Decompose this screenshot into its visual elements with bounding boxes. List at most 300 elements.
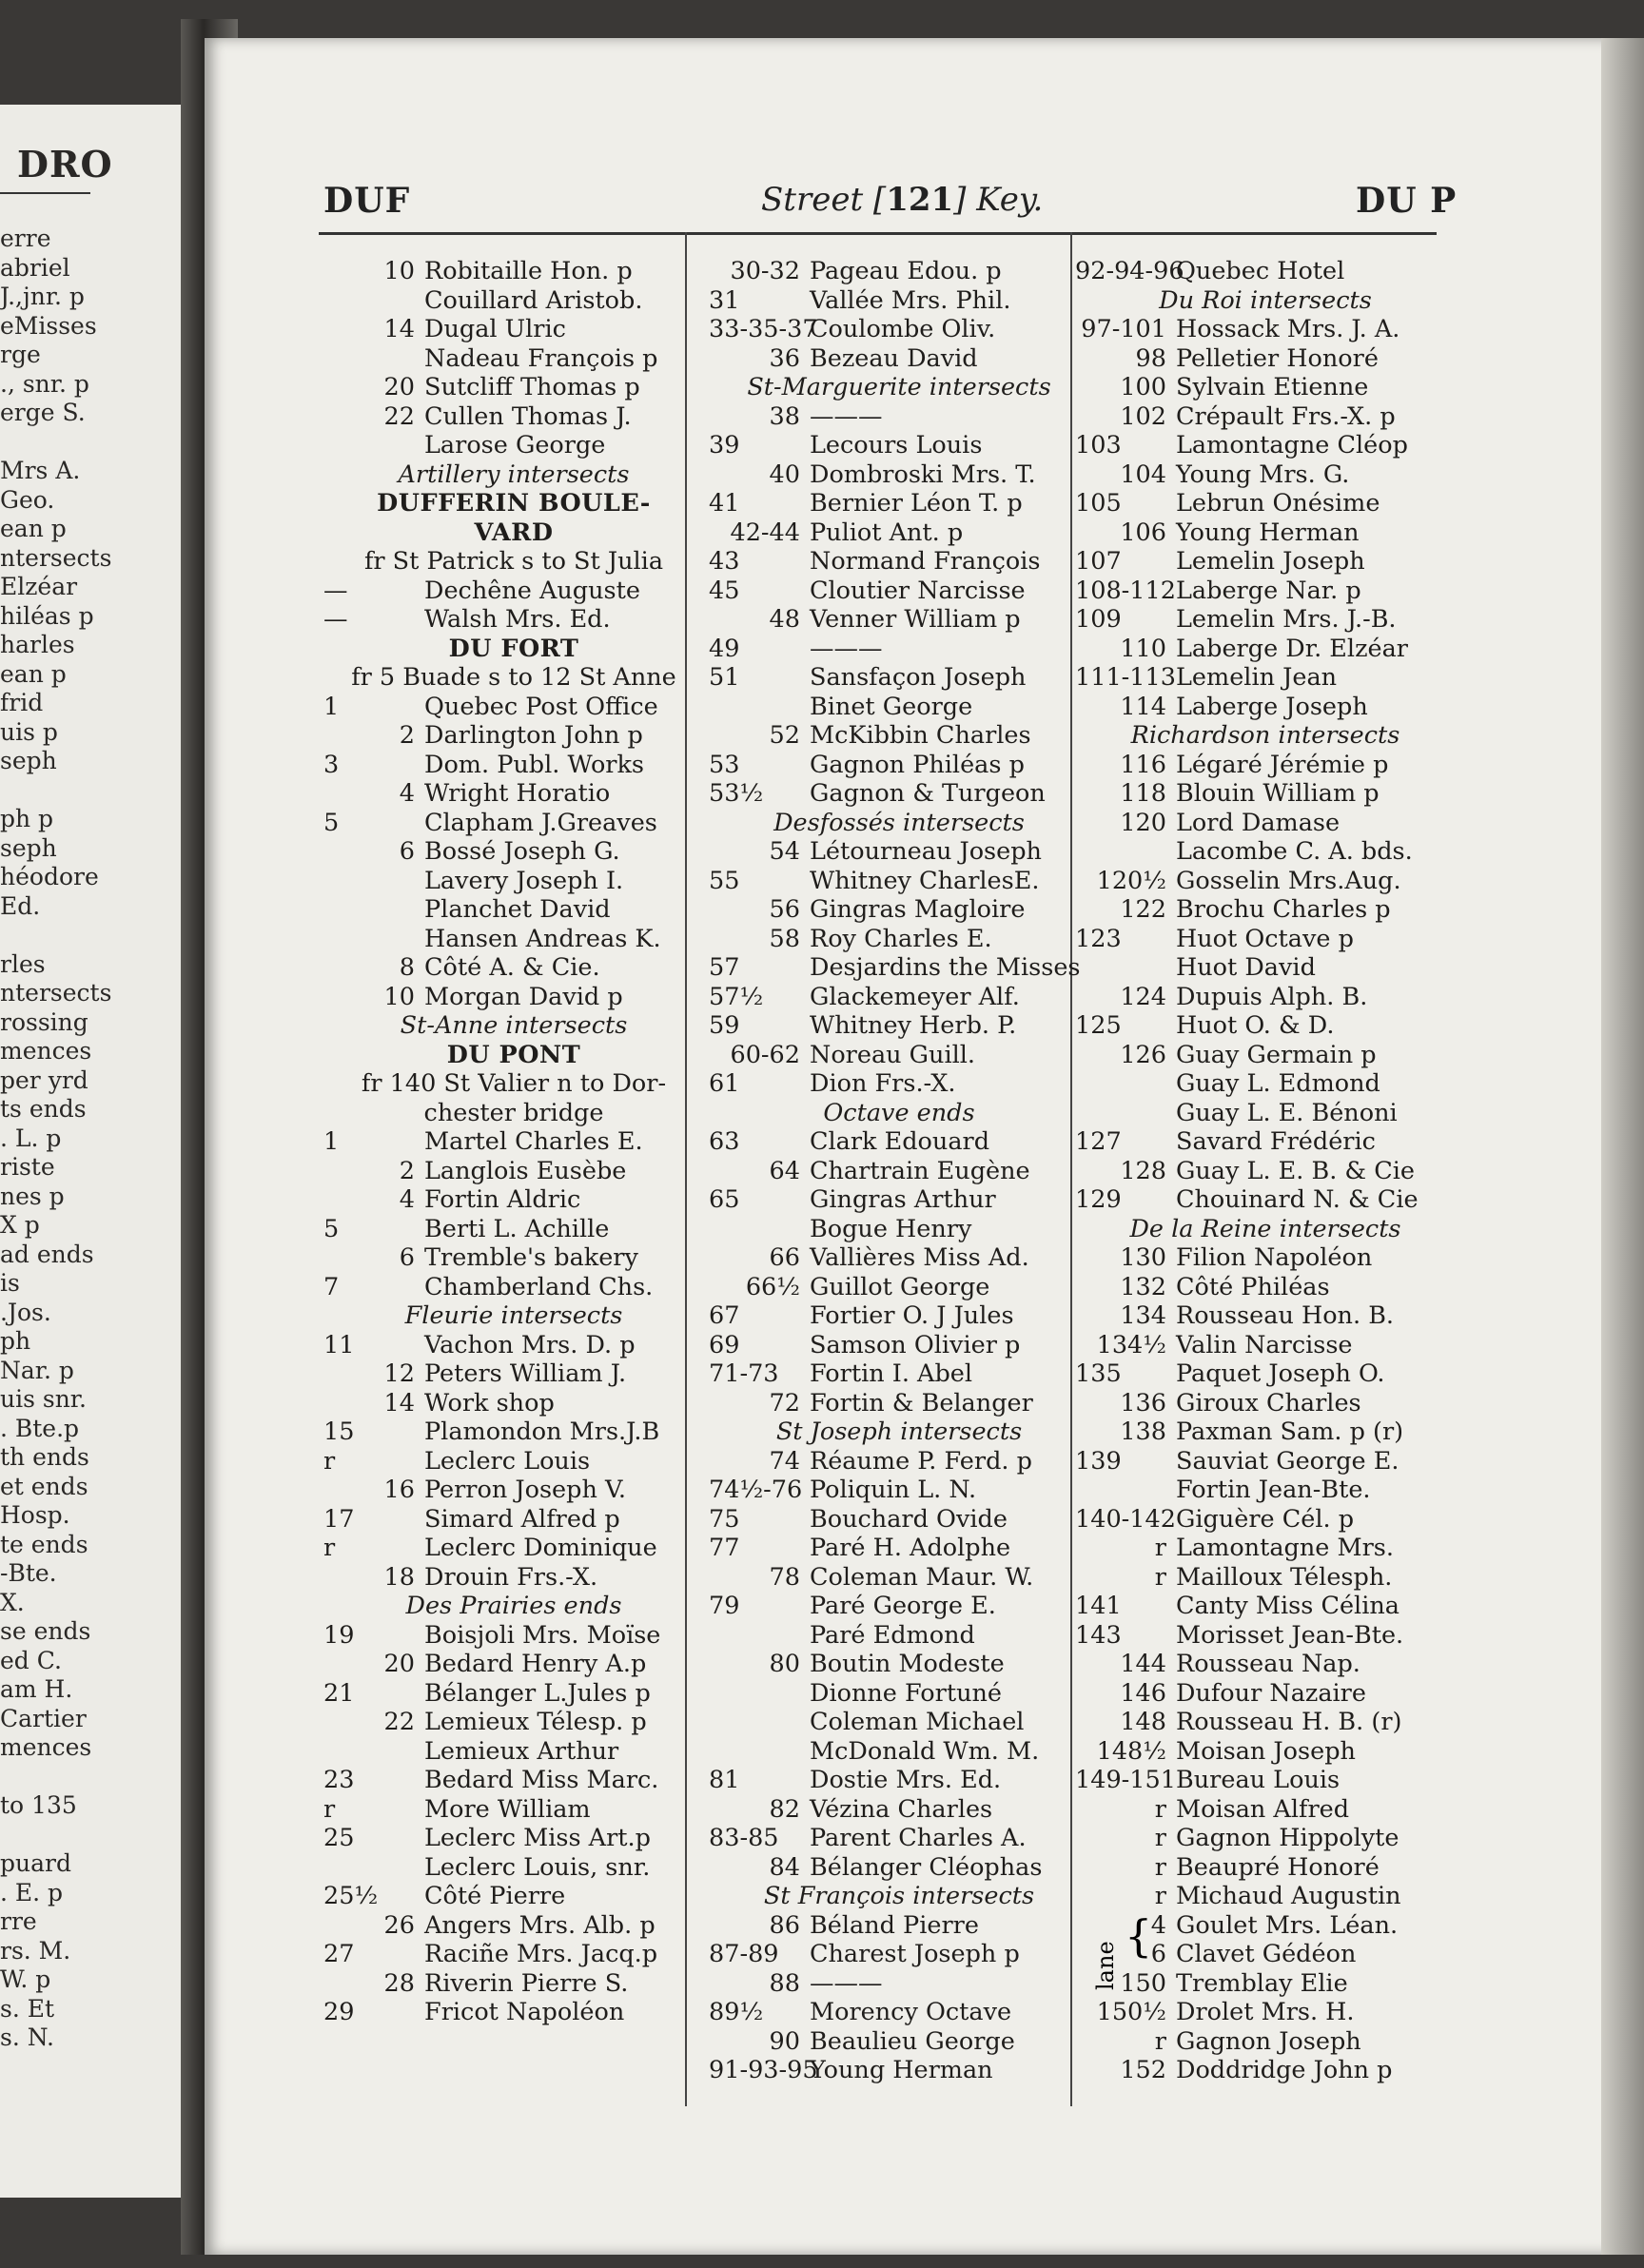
resident-name: Young Mrs. G. — [1176, 459, 1350, 489]
house-number: 128 — [1120, 1156, 1166, 1185]
house-number: 141 — [1075, 1592, 1122, 1620]
house-number: 144 — [1120, 1650, 1166, 1678]
directory-entry — [1075, 1011, 1456, 1041]
left-page-line: W. p — [0, 1965, 51, 1993]
house-number: 10 — [383, 257, 415, 285]
directory-entry — [323, 983, 704, 1012]
house-number: 87-89 — [709, 1940, 779, 1968]
directory-entry — [1075, 1301, 1456, 1331]
directory-entry — [1075, 1824, 1456, 1853]
resident-name: Dombroski Mrs. T. — [810, 459, 1036, 489]
left-page-line: ed C. — [0, 1646, 62, 1674]
resident-name: Paquet Joseph O. — [1176, 1359, 1385, 1388]
left-page-line: to 135 — [0, 1791, 77, 1819]
left-page-line: . Bte.p — [0, 1414, 80, 1442]
house-number: 8 — [399, 953, 415, 982]
left-page-line: seph — [0, 833, 57, 862]
left-page-line: ean p — [0, 515, 67, 542]
left-page-line: harles — [0, 631, 75, 658]
directory-entry — [1075, 867, 1456, 896]
directory-entry — [323, 373, 704, 402]
resident-name: Robitaille Hon. p — [424, 257, 633, 285]
left-page-header: DRO — [17, 143, 113, 186]
column-3 — [1075, 257, 1456, 2085]
resident-name: Puliot Ant. p — [810, 518, 964, 547]
resident-name: Venner William p — [810, 605, 1021, 634]
street-heading: DU FORT — [448, 634, 579, 663]
directory-entry — [1075, 751, 1456, 780]
left-page-line: ts ends — [0, 1095, 87, 1123]
resident-name: Planchet David — [424, 895, 611, 924]
house-number: 27 — [323, 1940, 355, 1968]
directory-entry — [709, 837, 1089, 867]
directory-entry — [709, 1011, 1089, 1041]
resident-name: Lamontagne Mrs. — [1176, 1534, 1394, 1562]
house-number: 134½ — [1096, 1330, 1166, 1359]
directory-entry — [1075, 1737, 1456, 1767]
left-page-fragment — [0, 105, 181, 2198]
left-page-line: se ends — [0, 1617, 91, 1645]
directory-entry — [323, 1273, 704, 1302]
resident-name: Chartrain Eugène — [810, 1156, 1030, 1185]
left-page-line: ad ends — [0, 1240, 94, 1268]
directory-entry — [1075, 693, 1456, 722]
directory-entry — [1075, 779, 1456, 809]
resident-name: Laberge Dr. Elzéar — [1176, 634, 1408, 663]
left-page-line: mences — [0, 1733, 92, 1761]
resident-name: Moisan Joseph — [1176, 1736, 1356, 1766]
house-number: 80 — [769, 1650, 800, 1678]
resident-name: Côté Philéas — [1176, 1272, 1330, 1301]
intersection-note: Octave ends — [823, 1098, 975, 1127]
resident-name: Larose George — [424, 431, 606, 459]
house-number: 55 — [709, 866, 740, 895]
house-number: 150½ — [1096, 1998, 1166, 2026]
directory-entry — [709, 1185, 1089, 1215]
directory-entry — [1075, 373, 1456, 402]
resident-name: McKibbin Charles — [810, 721, 1031, 750]
left-page-line: erge S. — [0, 399, 86, 426]
house-number: 53 — [709, 750, 740, 779]
directory-entry — [709, 1737, 1089, 1767]
directory-entry — [709, 1911, 1089, 1941]
house-number: 42-44 — [730, 518, 800, 547]
resident-name: Vallée Mrs. Phil. — [810, 285, 1011, 315]
house-number: 74½-76 — [709, 1476, 803, 1504]
directory-entry — [1075, 460, 1456, 490]
house-number: 54 — [769, 837, 800, 866]
resident-name: Sylvain Etienne — [1176, 373, 1369, 401]
header-right: DU P — [1356, 181, 1458, 221]
resident-name: Goulet Mrs. Léan. — [1176, 1910, 1399, 1940]
directory-entry — [323, 1127, 704, 1157]
directory-entry — [709, 2027, 1089, 2057]
resident-name: Giroux Charles — [1176, 1388, 1361, 1418]
resident-name: Young Herman — [810, 2056, 993, 2084]
house-number: 11 — [323, 1330, 355, 1359]
directory-entry — [1075, 1418, 1456, 1447]
left-page-line: rge — [0, 341, 41, 368]
resident-name: Raciñe Mrs. Jacq.p — [424, 1940, 658, 1968]
directory-entry — [323, 1824, 704, 1853]
resident-name: Lemelin Mrs. J.-B. — [1176, 605, 1397, 634]
resident-name: Fortin Jean-Bte. — [1176, 1476, 1371, 1504]
directory-entry — [323, 1099, 704, 1128]
resident-name: Dufour Nazaire — [1176, 1678, 1366, 1708]
directory-entry — [1075, 547, 1456, 577]
house-number: 2 — [399, 721, 415, 750]
resident-name: Dionne Fortuné — [810, 1678, 1003, 1708]
directory-entry — [323, 1621, 704, 1651]
directory-entry — [709, 663, 1089, 693]
directory-entry — [323, 809, 704, 838]
resident-name: Bossé Joseph G. — [424, 837, 620, 866]
directory-entry — [323, 1853, 704, 1883]
resident-name: Hossack Mrs. J. A. — [1176, 315, 1400, 343]
resident-name: Fortin & Belanger — [810, 1388, 1033, 1418]
house-number: 16 — [383, 1476, 415, 1504]
directory-entry — [323, 286, 704, 316]
directory-entry — [323, 1940, 704, 1969]
directory-entry — [1075, 315, 1456, 344]
resident-name: Chouinard N. & Cie — [1176, 1185, 1419, 1214]
directory-entry — [323, 344, 704, 374]
resident-name: Tremble's bakery — [424, 1243, 638, 1272]
resident-name: Clapham J.Greaves — [424, 808, 657, 837]
resident-name: Martel Charles E. — [424, 1127, 643, 1156]
directory-entry — [323, 315, 704, 344]
left-page-line: rre — [0, 1907, 37, 1935]
directory-entry — [709, 779, 1089, 809]
resident-name: Vézina Charles — [810, 1794, 993, 1824]
house-number: 149-151 — [1075, 1766, 1176, 1794]
resident-name: Morgan David p — [424, 982, 623, 1011]
directory-entry — [709, 1215, 1089, 1244]
left-page-line: Mrs A. — [0, 457, 81, 484]
resident-name: Quebec Post Office — [424, 692, 658, 721]
resident-name: Parent Charles A. — [810, 1824, 1027, 1852]
directory-entry — [709, 605, 1089, 635]
house-number: 60-62 — [730, 1040, 800, 1069]
resident-name: Crépault Frs.-X. p — [1176, 401, 1396, 431]
directory-entry — [709, 1679, 1089, 1709]
resident-name: Dion Frs.-X. — [810, 1069, 956, 1098]
directory-entry — [709, 1389, 1089, 1418]
directory-entry — [709, 1621, 1089, 1651]
resident-name: Dom. Publ. Works — [424, 750, 645, 779]
directory-entry — [709, 1766, 1089, 1795]
directory-entry — [709, 1708, 1089, 1737]
resident-name: Bureau Louis — [1176, 1766, 1341, 1794]
directory-entry — [709, 895, 1089, 925]
resident-name: Poliquin L. N. — [810, 1476, 977, 1504]
directory-entry — [323, 547, 704, 577]
house-number: 103 — [1075, 431, 1122, 459]
resident-name: Canty Miss Célina — [1176, 1592, 1399, 1620]
house-number: 45 — [709, 576, 740, 605]
resident-name: Plamondon Mrs.J.B — [424, 1418, 660, 1446]
directory-entry — [323, 1563, 704, 1593]
resident-name: Brochu Charles p — [1176, 895, 1391, 924]
resident-name: Rousseau H. B. (r) — [1176, 1708, 1402, 1736]
house-number: 10 — [383, 982, 415, 1011]
directory-entry — [1075, 1563, 1456, 1593]
directory-entry — [1075, 1795, 1456, 1825]
directory-entry — [323, 605, 704, 635]
house-number: 61 — [709, 1069, 740, 1098]
resident-name: Lecours Louis — [810, 431, 983, 459]
directory-entry — [323, 1795, 704, 1825]
street-range: fr 5 Buade s to 12 St Anne — [351, 663, 676, 692]
resident-name: Paré Edmond — [810, 1620, 975, 1650]
directory-entry — [323, 431, 704, 460]
directory-entry — [709, 1069, 1089, 1099]
directory-entry — [709, 1853, 1089, 1883]
resident-name: Gagnon Joseph — [1176, 2026, 1361, 2056]
left-page-line: is — [0, 1269, 20, 1297]
house-number: 33-35-37 — [709, 315, 818, 343]
house-number: 120½ — [1096, 866, 1166, 895]
directory-entry — [709, 431, 1089, 460]
directory-entry — [1075, 1766, 1456, 1795]
resident-name: Work shop — [424, 1388, 555, 1418]
directory-entry — [1075, 1273, 1456, 1302]
directory-entry — [709, 925, 1089, 954]
directory-entry — [323, 1243, 704, 1273]
house-number: 72 — [769, 1388, 800, 1418]
directory-entry — [709, 286, 1089, 316]
resident-name: Wright Horatio — [424, 779, 611, 808]
directory-entry — [1075, 2027, 1456, 2057]
house-number: 41 — [709, 489, 740, 518]
resident-name: Beaulieu George — [810, 2026, 1015, 2056]
header-center — [761, 181, 1043, 219]
house-number: 59 — [709, 1011, 740, 1040]
house-number: 14 — [383, 1388, 415, 1418]
house-number: 135 — [1075, 1359, 1122, 1388]
left-page-line: ntersects — [0, 979, 112, 1007]
directory-entry — [1075, 577, 1456, 606]
resident-name: Huot David — [1176, 953, 1316, 982]
directory-entry — [709, 1795, 1089, 1825]
house-number: 148 — [1120, 1708, 1166, 1736]
directory-entry — [709, 257, 1089, 286]
resident-name: Gagnon Philéas p — [810, 750, 1025, 779]
house-number: 66½ — [745, 1272, 800, 1301]
resident-name: Rousseau Hon. B. — [1176, 1301, 1395, 1330]
directory-entry — [709, 577, 1089, 606]
directory-entry — [323, 1911, 704, 1941]
house-number: 4 — [1150, 1910, 1166, 1940]
resident-name: Morisset Jean-Bte. — [1176, 1620, 1404, 1650]
header-left: DUF — [323, 181, 411, 221]
resident-name: Bedard Henry A.p — [424, 1650, 647, 1678]
resident-name: Blouin William p — [1176, 779, 1380, 808]
house-number: 39 — [709, 431, 740, 459]
house-number: 25 — [323, 1824, 355, 1852]
house-number: 88 — [769, 1968, 800, 1998]
resident-name: Whitney Herb. P. — [810, 1011, 1017, 1040]
resident-name: Laberge Joseph — [1176, 692, 1368, 721]
resident-name: Fortin I. Abel — [810, 1359, 973, 1388]
left-page-line: mences — [0, 1037, 92, 1065]
resident-name: Gingras Magloire — [810, 895, 1026, 924]
directory-entry — [323, 779, 704, 809]
left-page-line: frid — [0, 689, 44, 716]
house-number: r — [1154, 2026, 1166, 2056]
directory-entry — [1075, 1621, 1456, 1651]
directory-entry — [323, 663, 704, 693]
directory-entry — [1075, 953, 1456, 983]
house-number: r — [323, 1534, 336, 1562]
directory-entry — [323, 1505, 704, 1535]
directory-entry — [1075, 402, 1456, 432]
left-page-line: . E. p — [0, 1878, 64, 1906]
house-number: 5 — [323, 808, 340, 837]
directory-entry — [323, 1708, 704, 1737]
house-number: 20 — [383, 373, 415, 401]
directory-entry — [323, 1592, 704, 1621]
directory-entry — [1075, 286, 1456, 316]
resident-name: Leclerc Louis, snr. — [424, 1852, 651, 1882]
house-number: 64 — [769, 1156, 800, 1185]
directory-entry — [709, 1447, 1089, 1476]
resident-name: Moisan Alfred — [1176, 1794, 1350, 1824]
left-page-line: Nar. p — [0, 1356, 74, 1384]
house-number: 146 — [1120, 1678, 1166, 1708]
resident-name: Réaume P. Ferd. p — [810, 1446, 1032, 1476]
house-number: 124 — [1120, 982, 1166, 1011]
resident-name: Michaud Augustin — [1176, 1882, 1401, 1910]
lane-brace: { — [1125, 1910, 1153, 1962]
directory-entry — [709, 1243, 1089, 1273]
left-page-line — [0, 1821, 181, 1850]
left-page-line: Elzéar — [0, 573, 78, 600]
house-number: 6 — [399, 1243, 415, 1272]
resident-name: McDonald Wm. M. — [810, 1736, 1040, 1766]
directory-entry — [709, 489, 1089, 518]
house-number: 69 — [709, 1330, 740, 1359]
directory-entry — [1075, 1708, 1456, 1737]
house-number: 6 — [399, 837, 415, 866]
resident-name: Lemelin Joseph — [1176, 547, 1365, 576]
directory-entry — [709, 1127, 1089, 1157]
resident-name: Bezeau David — [810, 343, 978, 373]
house-number: 107 — [1075, 547, 1122, 576]
house-number: 19 — [323, 1620, 355, 1650]
house-number: 120 — [1120, 808, 1166, 837]
directory-entry — [709, 1331, 1089, 1360]
directory-entry — [1075, 635, 1456, 664]
resident-name: Angers Mrs. Alb. p — [424, 1910, 656, 1940]
directory-entry — [323, 693, 704, 722]
resident-name: Glackemeyer Alf. — [810, 982, 1020, 1011]
directory-entry — [709, 373, 1089, 402]
page-number: 121 — [886, 181, 954, 219]
resident-name: Dupuis Alph. B. — [1176, 982, 1368, 1011]
resident-name: Pageau Edou. p — [810, 257, 1002, 285]
resident-name: Drouin Frs.-X. — [424, 1562, 598, 1592]
house-number: 5 — [323, 1214, 340, 1243]
resident-name: Gingras Arthur — [810, 1185, 996, 1214]
resident-name: Filion Napoléon — [1176, 1243, 1373, 1272]
house-number: 90 — [769, 2026, 800, 2056]
resident-name: Guay L. E. B. & Cie — [1176, 1156, 1415, 1185]
house-number: 75 — [709, 1504, 740, 1534]
resident-name: Côté A. & Cie. — [424, 953, 600, 982]
directory-entry — [1075, 837, 1456, 867]
resident-name: Langlois Eusèbe — [424, 1156, 627, 1185]
house-number: 48 — [769, 605, 800, 634]
left-page-line: eMisses — [0, 311, 97, 340]
house-number: 122 — [1120, 895, 1166, 924]
resident-name: Bélanger Cléophas — [810, 1852, 1043, 1882]
resident-name: Paré George E. — [810, 1592, 996, 1620]
resident-name: Bedard Miss Marc. — [424, 1766, 659, 1794]
resident-name: Savard Frédéric — [1176, 1127, 1376, 1156]
directory-entry — [1075, 663, 1456, 693]
directory-entry — [323, 257, 704, 286]
directory-entry — [323, 1679, 704, 1709]
directory-entry — [323, 1476, 704, 1505]
house-number: 3 — [323, 750, 340, 779]
directory-entry — [709, 693, 1089, 722]
resident-name: Guay Germain p — [1176, 1040, 1377, 1069]
house-number: 20 — [383, 1650, 415, 1678]
directory-entry — [1075, 431, 1456, 460]
directory-entry — [323, 1389, 704, 1418]
house-number: 89½ — [709, 1998, 764, 2026]
lane-label: lane — [1092, 1941, 1119, 1990]
house-number: 6 — [1150, 1940, 1166, 1968]
left-page-line: s. Et — [0, 1994, 55, 2023]
directory-entry — [709, 402, 1089, 432]
resident-name: Paré H. Adolphe — [810, 1534, 1011, 1562]
directory-entry — [323, 1650, 704, 1679]
left-page-line: X. — [0, 1588, 25, 1616]
directory-entry — [1075, 1215, 1456, 1244]
resident-name: Morency Octave — [810, 1998, 1012, 2026]
directory-entry — [709, 1824, 1089, 1853]
directory-entry — [1075, 1041, 1456, 1070]
house-number: 1 — [323, 1127, 340, 1156]
resident-name: Guay L. E. Bénoni — [1176, 1098, 1398, 1127]
resident-name: Bouchard Ovide — [810, 1504, 1008, 1534]
directory-entry — [323, 953, 704, 983]
directory-entry — [709, 1882, 1089, 1911]
house-number: 92-94-96 — [1075, 257, 1184, 285]
resident-name: Rousseau Nap. — [1176, 1650, 1360, 1678]
directory-entry — [709, 751, 1089, 780]
directory-entry — [323, 1998, 704, 2027]
directory-entry — [709, 1418, 1089, 1447]
directory-entry — [323, 751, 704, 780]
directory-entry — [323, 867, 704, 896]
directory-entry — [1075, 344, 1456, 374]
page-edge — [1601, 38, 1644, 2255]
resident-name: Coleman Maur. W. — [810, 1562, 1034, 1592]
resident-name: Coleman Michael — [810, 1708, 1025, 1736]
resident-name: Mailloux Télesph. — [1176, 1562, 1393, 1592]
left-page-line: X p — [0, 1211, 40, 1239]
directory-entry — [1075, 1157, 1456, 1186]
resident-name: Lebrun Onésime — [1176, 489, 1380, 518]
directory-entry — [1075, 1447, 1456, 1476]
intersection-note: St-Anne intersects — [400, 1011, 628, 1040]
street-range: chester bridge — [423, 1098, 604, 1127]
house-number: — — [323, 605, 348, 634]
house-number: 150 — [1120, 1968, 1166, 1998]
